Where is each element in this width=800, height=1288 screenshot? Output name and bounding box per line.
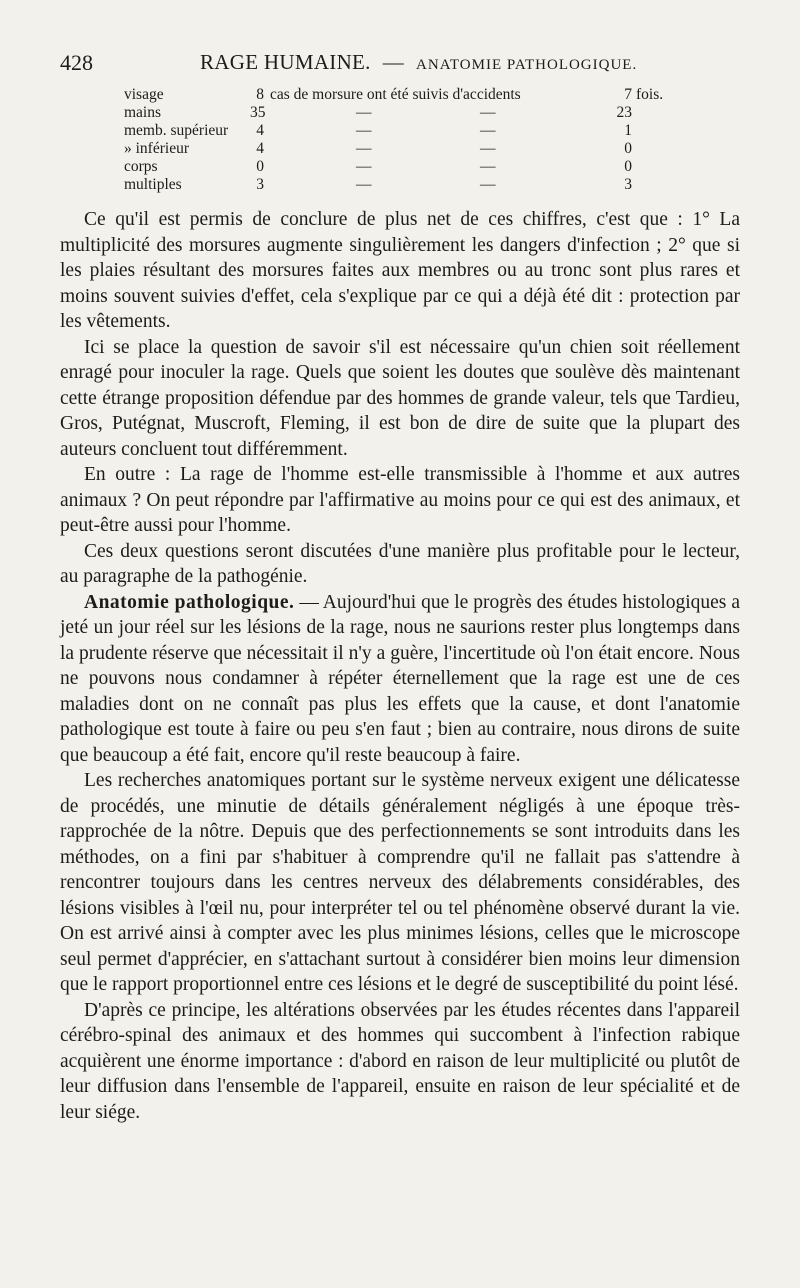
- stat-ditto-dash: —: [356, 158, 372, 175]
- stat-ditto-dash: —: [480, 176, 496, 193]
- stat-accidents: 0: [624, 158, 632, 175]
- stat-accidents: 0: [624, 140, 632, 157]
- paragraph-anatomie-pathologique: [60, 590, 740, 769]
- stat-accidents: 3: [624, 176, 632, 193]
- paragraph-conclusion: Ce qu'il est permis de conclure de plus net de ces chiffres, c'est que : 1° La multiplicité des morsures augmente singulièrement les dangers d'infection ; 2° que si les plaies résultant des morsures faites aux membres ou au tronc sont plus rares et moins souvent suivies d'effet, cela s'explique par ce qui a déjà été dit : protection par les vêtements.: [60, 209, 740, 332]
- running-head: [200, 50, 637, 75]
- running-title: RAGE HUMAINE.: [200, 50, 371, 74]
- section-title: Anatomie pathologique.: [84, 591, 295, 613]
- stat-site: memb. supérieur: [124, 122, 229, 139]
- stat-count: 4: [256, 140, 264, 157]
- stat-accidents: 23: [616, 104, 632, 121]
- stat-accidents: 1: [624, 122, 632, 139]
- page-number: 428: [60, 50, 93, 75]
- header-separator: —: [382, 50, 405, 74]
- stat-count: 0: [256, 158, 264, 175]
- page-header: [60, 50, 740, 80]
- stat-ditto-dash: —: [356, 140, 372, 157]
- stat-ditto-dash: —: [356, 104, 372, 121]
- stat-count: 3: [256, 176, 264, 193]
- stat-row: [124, 140, 664, 158]
- stat-count: 35: [250, 104, 266, 121]
- stat-ditto-dash: —: [356, 176, 372, 193]
- stat-ditto-dash: —: [356, 122, 372, 139]
- stat-accidents: 7: [624, 86, 632, 103]
- paragraph-pathogeny-note: Ces deux questions seront discutées d'une manière plus profitable pour le lecteur, au paragraphe de la pathogénie.: [60, 540, 740, 587]
- stat-site: mains: [124, 104, 162, 121]
- stat-count: 8: [256, 86, 264, 103]
- paragraph-anatomical-research: Les recherches anatomiques portant sur le système nerveux exigent une délicatesse de procédés, une minutie de détails généralement négligés à une époque très-rapprochée de la nôtre. Depuis que des perfectionnements se sont introduits dans les méthodes, on a fini par s'habituer à comprendre qu'il ne fallait pas s'attendre à rencontrer toujours dans les centres nerveux des délabrements considérables, des lésions visibles à l'œil nu, pour interpréter tel ou tel phénomène observé durant la vie. On est arrivé ainsi à compter avec les plus minimes lésions, celles que le microscope seul permet d'apprécier, en s'attachant surtout à considérer bien moins leur dimension que le rapport proportionnel entre ces lésions et le degré de susceptibilité du point lésé.: [60, 770, 740, 995]
- paragraph-rabid-dog-question: Ici se place la question de savoir s'il est nécessaire qu'un chien soit réellement enragé pour inoculer la rage. Quels que soient les doutes que soulève dès maintenant cette étrange proposition défendue par des hommes de grande valeur, tels que Tardieu, Gros, Putégnat, Muscroft, Fleming, il est bon de dire de suite que la plupart des auteurs concluent tout différemment.: [60, 336, 740, 460]
- body-text: [60, 207, 740, 1125]
- stat-ditto-dash: —: [480, 104, 496, 121]
- stat-count: 4: [256, 122, 264, 139]
- stat-site: multiples: [124, 176, 182, 193]
- stat-site: » inférieur: [124, 140, 189, 157]
- paragraph-anatomie-text: — Aujourd'hui que le progrès des études histologiques a jeté un jour réel sur les lésions de la rage, nous ne saurions rester plus longtemps dans la prudente réserve que nécessitait il n'y a guère, l'incertitude où l'on était encore. Nous ne pouvons nous condamner à répéter éternellement que la rage est une de ces maladies dont on ne connaît pas plus les effets que la cause, et dont l'anatomie pathologique est toute à faire ou peu s'en faut ; bien au contraire, nous dirons de suite que beaucoup a été fait, encore qu'il reste beaucoup à faire.: [60, 591, 740, 766]
- stat-row: [124, 86, 664, 104]
- stat-ditto-dash: —: [480, 122, 496, 139]
- stat-site: visage: [124, 86, 164, 103]
- running-subtitle: ANATOMIE PATHOLOGIQUE.: [416, 57, 638, 73]
- stat-row: [124, 158, 664, 176]
- paragraph-transmissibility: En outre : La rage de l'homme est-elle transmissible à l'homme et aux autres animaux ? On peut répondre par l'affirmative au moins pour ce qui est des animaux, et peut-être aussi pour l'homme.: [60, 464, 740, 536]
- bite-statistics-table: [124, 86, 664, 194]
- stat-site: corps: [124, 158, 158, 175]
- stat-ditto-dash: —: [480, 158, 496, 175]
- stat-row: [124, 176, 664, 194]
- stat-suffix: fois.: [636, 86, 664, 103]
- paragraph-principle: D'après ce principe, les altérations observées par les études récentes dans l'appareil cérébro-spinal des animaux et des hommes qui succombent à l'infection rabique acquièrent une énorme importance : d'abord en raison de leur multiplicité ou plutôt de leur diffusion dans l'ensemble de l'appareil, ensuite en raison de leur spécialité et de leur siége.: [60, 999, 740, 1123]
- stat-row: [124, 104, 664, 122]
- stat-ditto-dash: —: [480, 140, 496, 157]
- stat-caption: cas de morsure ont été suivis d'accidents: [270, 86, 521, 103]
- stat-row: [124, 122, 664, 140]
